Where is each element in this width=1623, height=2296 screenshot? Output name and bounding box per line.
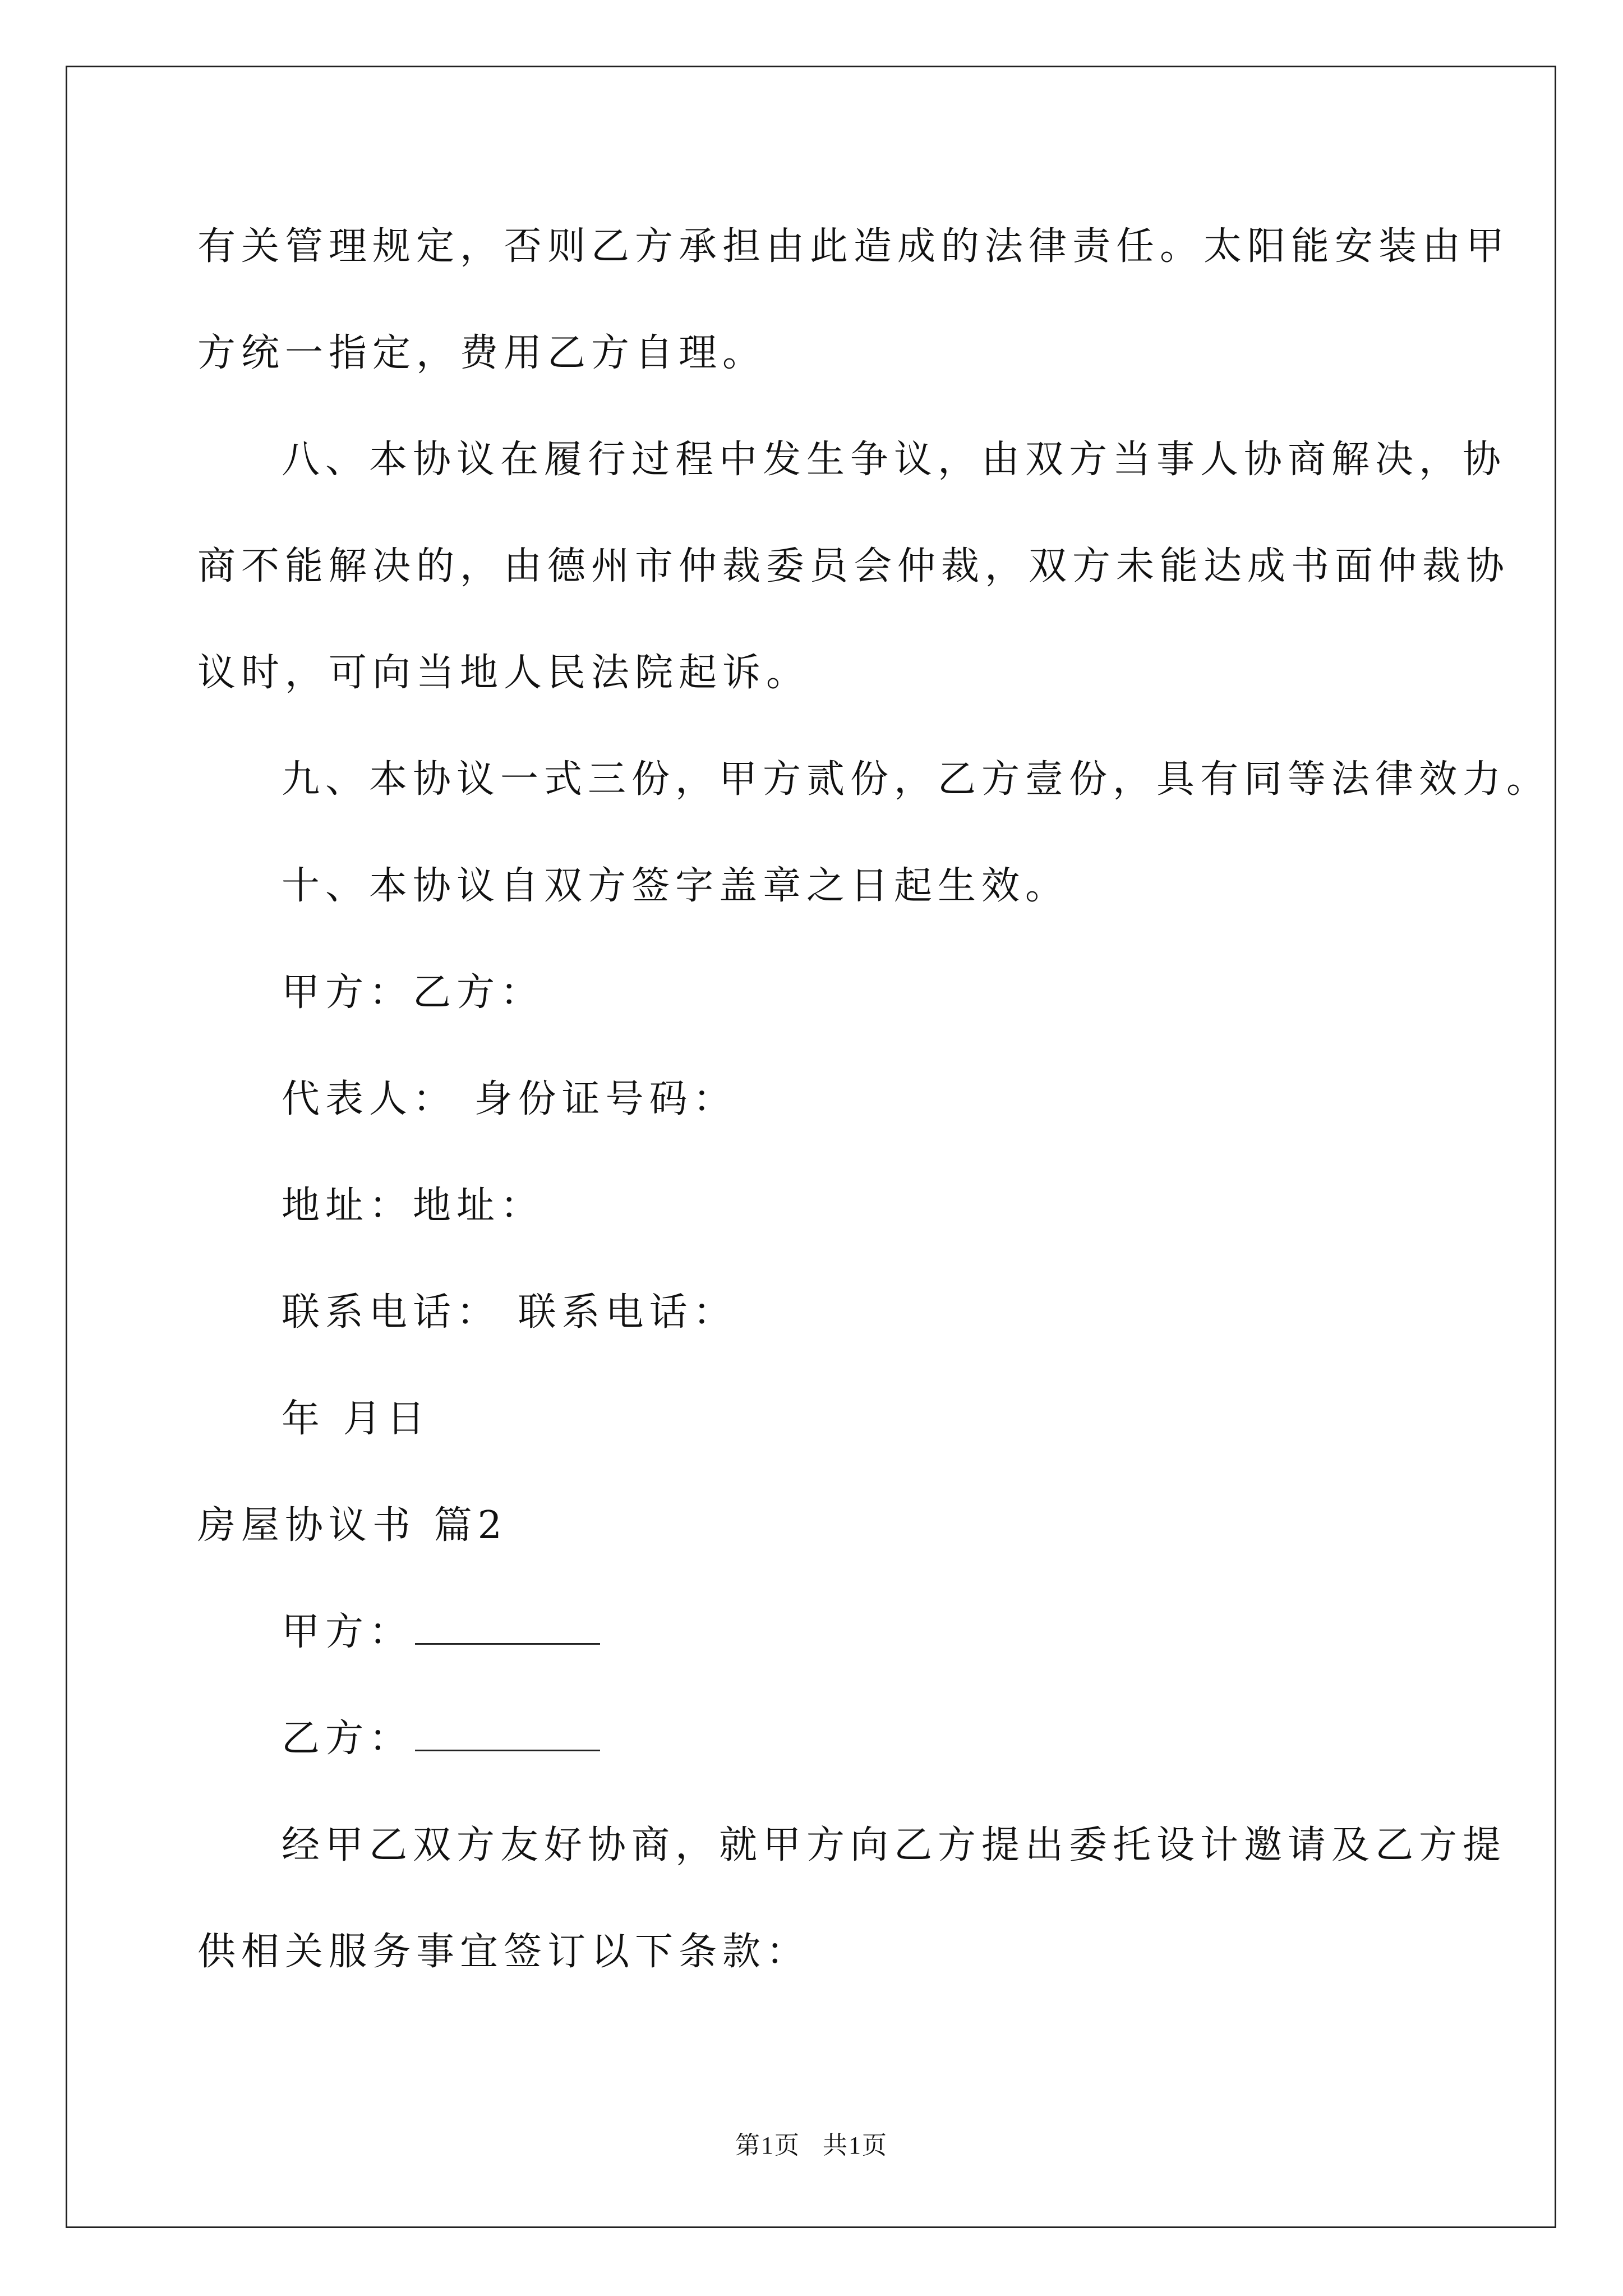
clause-8-line: 八、本协议在履行过程中发生争议，由双方当事人协商解决，协 <box>282 438 1507 482</box>
clause-9-line: 九、本协议一式三份，甲方贰份，乙方壹份，具有同等法律效力。 <box>282 757 1551 802</box>
section-heading: 房屋协议书 篇2 <box>197 1503 508 1548</box>
paragraph-line: 供相关服务事宜签订以下条款： <box>197 1930 810 1974</box>
signature-date-line: 年 月日 <box>282 1397 431 1441</box>
page-footer <box>0 2125 1623 2161</box>
party-a-label: 甲方： <box>282 1610 413 1654</box>
signature-phone-line: 联系电话： 联系电话： <box>282 1290 737 1335</box>
party-b-blank <box>415 1716 600 1751</box>
paragraph-line: 经甲乙双方友好协商，就甲方向乙方提出委托设计邀请及乙方提 <box>282 1823 1507 1867</box>
paragraph-line: 方统一指定，费用乙方自理。 <box>197 331 767 375</box>
signature-party-line: 甲方：乙方： <box>282 970 545 1015</box>
paragraph-line: 商不能解决的，由德州市仲裁委员会仲裁，双方未能达成书面仲裁协 <box>197 544 1510 588</box>
signature-address-line: 地址：地址： <box>282 1184 545 1228</box>
party-a-blank <box>415 1609 600 1645</box>
paragraph-line: 有关管理规定，否则乙方承担由此造成的法律责任。太阳能安装由甲 <box>197 224 1510 269</box>
clause-10-line: 十、本协议自双方签字盖章之日起生效。 <box>282 864 1069 908</box>
party-b-label: 乙方： <box>282 1717 413 1761</box>
paragraph-line: 议时，可向当地人民法院起诉。 <box>197 651 810 695</box>
page-border <box>66 66 1556 2228</box>
signature-representative-line: 代表人： 身份证号码： <box>282 1077 737 1121</box>
party-a-line <box>282 1604 600 1660</box>
page-number-current: 第1页 <box>735 2132 800 2159</box>
party-b-line <box>282 1711 600 1767</box>
page-number-total: 共1页 <box>823 2132 888 2159</box>
